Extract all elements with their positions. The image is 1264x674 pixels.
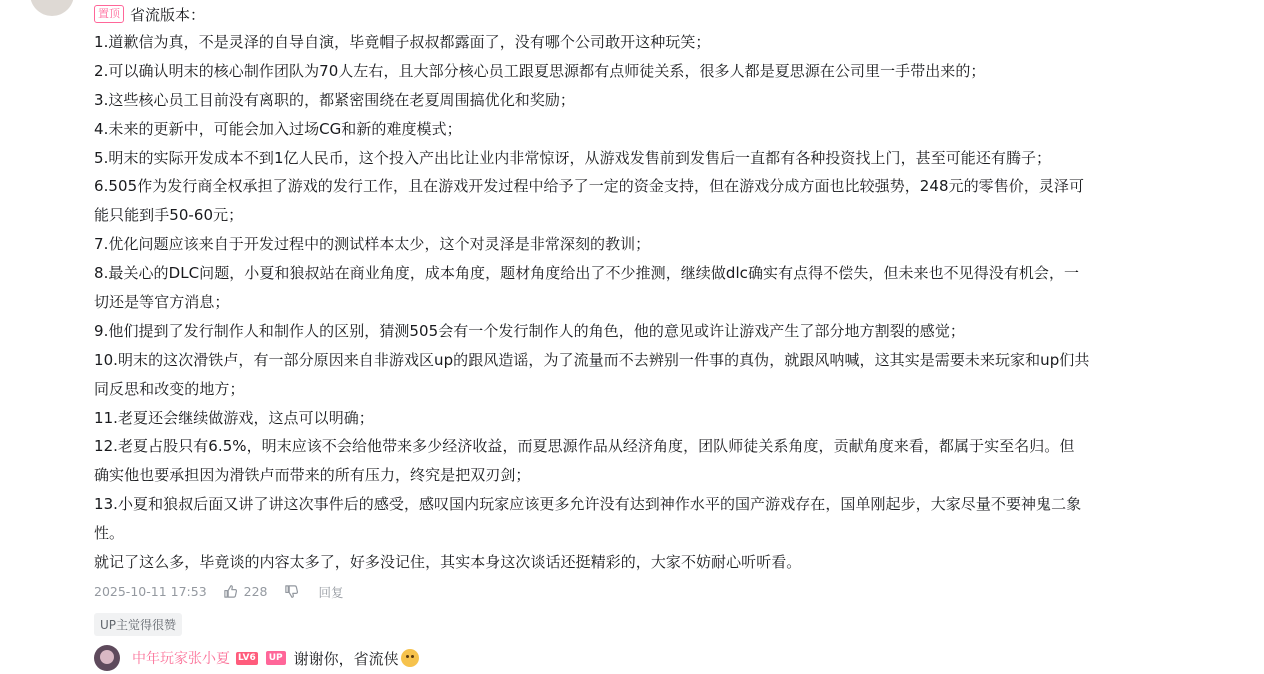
comment-line: 5.明末的实际开发成本不到1亿人民币，这个投入产出比让业内非常惊讶，从游戏发售前到发售后一直都有各种投资找上门，甚至可能还有腾子； [94, 148, 1052, 167]
reply-text [294, 648, 419, 669]
comment-intro: 省流版本： [130, 5, 206, 24]
comment-line: 能只能到手50-60元； [94, 206, 244, 225]
comment-line: 6.505作为发行商全权承担了游戏的发行工作，且在游戏开发过程中给予了一定的资金支持，但在游戏分成方面也比较强势，248元的零售价，灵泽可 [94, 177, 1085, 196]
comment-line: 同反思和改变的地方； [94, 379, 245, 398]
pinned-badge: 置顶 [94, 5, 124, 23]
comment-line: 13.小夏和狼叔后面又讲了讲这次事件后的感受，感叹国内玩家应该更多允许没有达到神作水平的国产游戏存在，国单刚起步，大家尽量不要神鬼二象 [94, 495, 1082, 514]
cat-emoji-icon [401, 649, 419, 667]
up-liked-tag: UP主觉得很赞 [94, 613, 182, 636]
comment-line: 切还是等官方消息； [94, 293, 230, 312]
comment-line: 12.老夏占股只有6.5%，明末应该不会给他带来多少经济收益，而夏思源作品从经济角度，团队师徒关系角度，贡献角度来看，都属于实至名归。但 [94, 437, 1075, 456]
like-count: 228 [243, 584, 268, 600]
sub-reply [94, 644, 419, 672]
thumb-up-icon [223, 584, 238, 599]
level-badge: LV6 [238, 652, 256, 663]
comment-line: 性。 [94, 524, 125, 543]
comment-line: 1.道歉信为真，不是灵泽的自导自演，毕竟帽子叔叔都露面了，没有哪个公司敢开这种玩笑； [94, 33, 711, 51]
comment-line: 确实他也要承担因为滑铁卢而带来的所有压力，终究是把双刃剑； [94, 466, 531, 485]
comment-date: 2025-10-11 17:53 [94, 584, 207, 600]
up-badge: UP [266, 651, 286, 665]
pinned-comment [94, 0, 1254, 636]
comment-line: 9.他们提到了发行制作人和制作人的区别，猜测505会有一个发行制作人的角色，他的意见或许让游戏产生了部分地方割裂的感觉； [94, 321, 965, 340]
commenter-avatar[interactable] [30, 0, 74, 16]
comment-line: 11.老夏还会继续做游戏，这点可以明确； [94, 408, 374, 427]
dislike-button[interactable] [284, 584, 299, 599]
comment-line: 4.未来的更新中，可能会加入过场CG和新的难度模式； [94, 119, 462, 138]
comment-meta [94, 579, 1254, 605]
thumb-down-icon [284, 584, 299, 599]
reply-username[interactable]: 中年玩家张小夏 [132, 651, 230, 667]
comment-line: 10.明末的这次滑铁卢，有一部分原因来自非游戏区up的跟风造谣，为了流量而不去辨别一件事的真伪，就跟风呐喊，这其实是需要未来玩家和up们共 [94, 350, 1090, 369]
reply-avatar[interactable] [94, 645, 120, 671]
comment-line: 7.优化问题应该来自于开发过程中的测试样本太少，这个对灵泽是非常深刻的教训； [94, 235, 651, 254]
comment-line: 就记了这么多，毕竟谈的内容太多了，好多没记住，其实本身这次谈话还挺精彩的，大家不妨耐心听听看。 [94, 553, 802, 572]
comment-first-line [94, 0, 1254, 28]
reply-text-content: 谢谢你，省流侠 [293, 649, 399, 668]
comment-line: 2.可以确认明末的核心制作团队为70人左右，且大部分核心员工跟夏思源都有点师徒关系，很多人都是夏思源在公司里一手带出来的； [94, 61, 986, 80]
comment-line: 8.最关心的DLC问题，小夏和狼叔站在商业角度，成本角度，题材角度给出了不少推测，继续做dlc确实有点得不偿失，但未来也不见得没有机会，一 [94, 264, 1080, 283]
reply-button[interactable]: 回复 [318, 584, 344, 600]
like-button[interactable] [223, 584, 268, 599]
comment-line: 3.这些核心员工目前没有离职的，都紧密围绕在老夏周围搞优化和奖励； [94, 90, 575, 109]
